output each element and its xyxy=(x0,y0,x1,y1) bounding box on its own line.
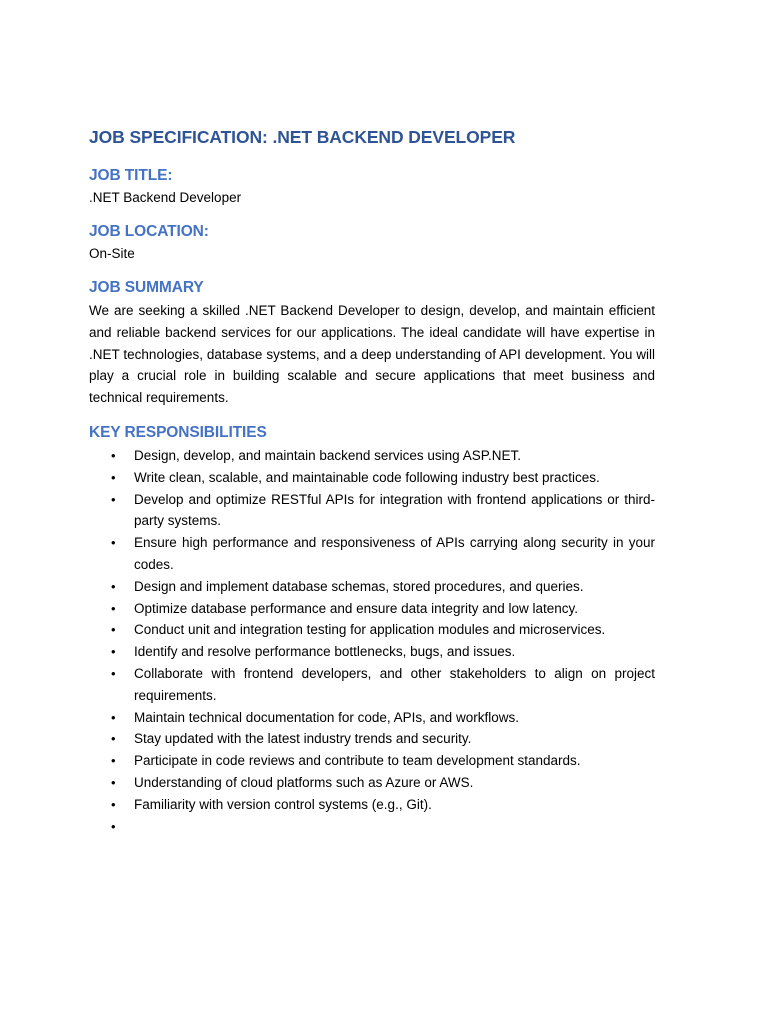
responsibility-text: Optimize database performance and ensure data integrity and low latency. xyxy=(134,600,579,616)
bullet-icon: • xyxy=(111,753,116,769)
bullet-icon: • xyxy=(111,447,116,463)
bullet-icon: • xyxy=(111,796,116,812)
responsibility-item xyxy=(89,750,655,772)
responsibility-text: Collaborate with frontend developers, and other stakeholders to align on project requirements. xyxy=(134,665,655,703)
responsibility-item xyxy=(89,794,655,816)
responsibility-item xyxy=(89,728,655,750)
responsibility-text: Understanding of cloud platforms such as Azure or AWS. xyxy=(134,774,474,790)
job-location-heading: JOB LOCATION: xyxy=(89,223,209,240)
responsibility-text: Stay updated with the latest industry trends and security. xyxy=(134,731,472,747)
responsibility-item xyxy=(89,663,655,707)
bullet-icon: • xyxy=(111,622,116,638)
document-page xyxy=(89,124,655,837)
job-summary-text: We are seeking a skilled .NET Backend Developer to design, develop, and maintain efficient and reliable backend services for our applications. The ideal candidate will have expertise in .NET technologies, database systems, and a deep understanding of API development. You will play a crucial role in building scalable and secure applications that meet business and technical requirements. xyxy=(89,303,655,406)
responsibility-text: Identify and resolve performance bottlenecks, bugs, and issues. xyxy=(134,644,516,660)
responsibility-item xyxy=(89,641,655,663)
responsibility-text: Develop and optimize RESTful APIs for integration with frontend applications or third-party systems. xyxy=(134,491,655,529)
responsibility-item xyxy=(89,772,655,794)
responsibility-item xyxy=(89,816,655,838)
bullet-icon: • xyxy=(111,665,116,681)
bullet-icon: • xyxy=(111,491,116,507)
bullet-icon: • xyxy=(111,644,116,660)
job-summary-heading: JOB SUMMARY xyxy=(89,279,204,296)
responsibility-item xyxy=(89,489,655,533)
responsibility-item xyxy=(89,576,655,598)
job-title-heading: JOB TITLE: xyxy=(89,167,173,184)
responsibility-text: Participate in code reviews and contribute to team development standards. xyxy=(134,753,581,769)
bullet-icon: • xyxy=(111,818,116,834)
responsibility-text xyxy=(134,819,138,834)
bullet-icon: • xyxy=(111,600,116,616)
responsibility-item xyxy=(89,619,655,641)
document-title: JOB SPECIFICATION: .NET BACKEND DEVELOPER xyxy=(89,127,516,147)
responsibility-text: Ensure high performance and responsiveness of APIs carrying along security in your codes. xyxy=(134,535,655,572)
responsibility-text: Conduct unit and integration testing for application modules and microservices. xyxy=(134,622,606,638)
responsibility-item xyxy=(89,532,655,576)
bullet-icon: • xyxy=(111,731,116,747)
responsibility-text: Write clean, scalable, and maintainable code following industry best practices. xyxy=(134,469,600,485)
job-title-value: .NET Backend Developer xyxy=(89,190,242,205)
bullet-icon: • xyxy=(111,709,116,725)
responsibility-item xyxy=(89,598,655,620)
responsibility-text: Design and implement database schemas, stored procedures, and queries. xyxy=(134,578,584,594)
bullet-icon: • xyxy=(111,578,116,594)
bullet-icon: • xyxy=(111,774,116,790)
responsibility-text: Maintain technical documentation for code, APIs, and workflows. xyxy=(134,709,519,725)
bullet-icon: • xyxy=(111,469,116,485)
responsibility-item xyxy=(89,707,655,729)
responsibilities-list xyxy=(89,445,655,837)
bullet-icon: • xyxy=(111,535,116,551)
job-location-value: On-Site xyxy=(89,246,135,261)
key-responsibilities-heading: KEY RESPONSIBILITIES xyxy=(89,423,267,441)
responsibility-item xyxy=(89,467,655,489)
responsibility-text: Familiarity with version control systems (e.g., Git). xyxy=(134,796,432,812)
responsibility-item xyxy=(89,445,655,467)
responsibility-text: Design, develop, and maintain backend services using ASP.NET. xyxy=(134,447,521,463)
